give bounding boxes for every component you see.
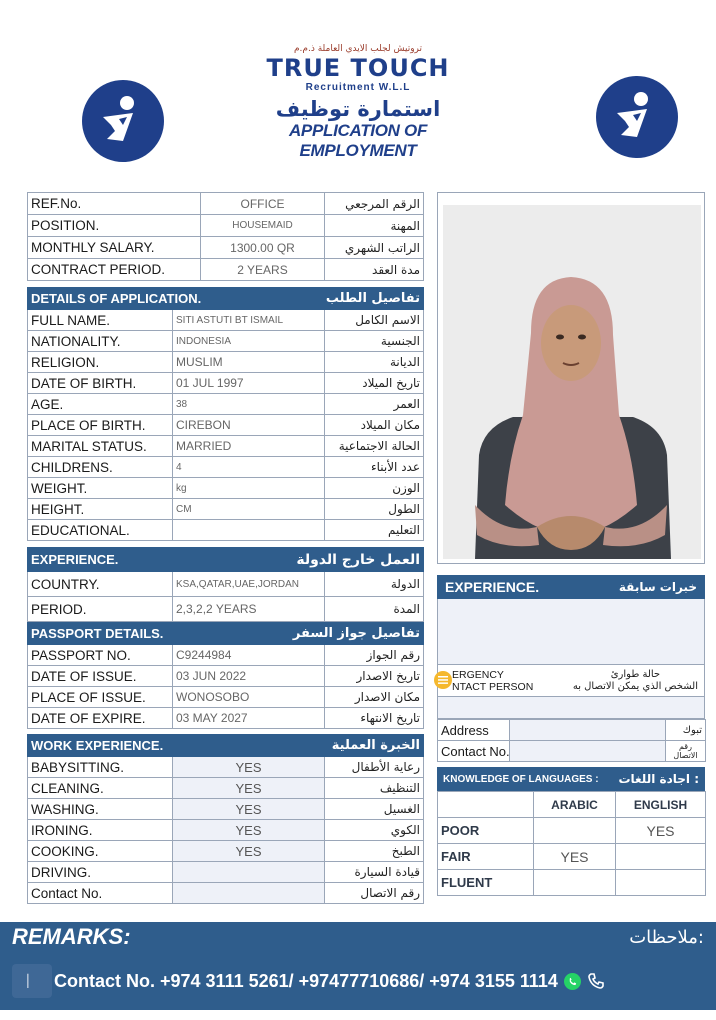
contact-ar: رقم الاتصال (666, 741, 706, 762)
field-value: 38 (173, 394, 325, 415)
remarks-band (0, 922, 716, 952)
field-label: PLACE OF BIRTH. (28, 415, 173, 436)
brand-name: TRUE TOUCH (266, 54, 450, 82)
details-heading-ar: تفاصيل الطلب (325, 288, 424, 310)
emergency-value-box (437, 697, 705, 719)
right-experience-heading-ar: خبرات سابقة (618, 580, 697, 594)
field-value: INDONESIA (173, 331, 325, 352)
field-label: POSITION. (28, 215, 201, 237)
table-row (28, 820, 424, 841)
address-ar: تبوك (666, 720, 706, 741)
field-value (173, 862, 325, 883)
table-row (28, 457, 424, 478)
field-value: 2,3,2,2 YEARS (173, 597, 325, 622)
lang-english-value: YES (616, 818, 706, 844)
table-row (28, 310, 424, 331)
field-label-ar: الجنسية (325, 331, 424, 352)
company-logo-right (596, 76, 678, 158)
table-row (28, 841, 424, 862)
whatsapp-icon (564, 973, 581, 990)
field-label-ar: الكوي (325, 820, 424, 841)
experience-heading-ar: العمل خارج الدولة (325, 548, 424, 572)
field-label: DATE OF ISSUE. (28, 666, 173, 687)
field-label: AGE. (28, 394, 173, 415)
field-label: FULL NAME. (28, 310, 173, 331)
field-value: 4 (173, 457, 325, 478)
work-experience-table (27, 734, 424, 904)
table-row (28, 436, 424, 457)
emergency-label-1: ERGENCY (452, 668, 504, 681)
field-value: 01 JUL 1997 (173, 373, 325, 394)
field-label-ar: الراتب الشهري (325, 237, 424, 259)
field-label-ar: الرقم المرجعي (325, 193, 424, 215)
experience-abroad-table (27, 547, 424, 622)
table-row (28, 237, 424, 259)
field-label: NATIONALITY. (28, 331, 173, 352)
field-label-ar: المدة (325, 597, 424, 622)
table-row (438, 844, 706, 870)
lang-level: FLUENT (438, 870, 534, 896)
field-label: WEIGHT. (28, 478, 173, 499)
field-label-ar: مكان الاصدار (325, 687, 424, 708)
remarks-label: REMARKS: (12, 924, 131, 949)
field-label-ar: قيادة السيارة (325, 862, 424, 883)
field-value: YES (173, 778, 325, 799)
field-label-ar: الطبخ (325, 841, 424, 862)
table-row (28, 687, 424, 708)
title-arabic: استمارة توظيف (275, 97, 441, 121)
field-label: CHILDRENS. (28, 457, 173, 478)
field-value: MARRIED (173, 436, 325, 457)
applicant-photo (443, 205, 699, 557)
details-heading: DETAILS OF APPLICATION. (28, 288, 325, 310)
table-row (28, 259, 424, 281)
company-logo-left (82, 80, 164, 162)
brand-arabic: تروتيش لجلب الايدي العاملة ذ.م.م (293, 44, 423, 54)
table-row (28, 499, 424, 520)
field-label: DATE OF BIRTH. (28, 373, 173, 394)
table-row (28, 520, 424, 541)
menu-icon[interactable] (434, 671, 452, 689)
table-row (28, 572, 424, 597)
experience-heading: EXPERIENCE. (28, 548, 325, 572)
details-table (27, 287, 424, 541)
lang-arabic-value: YES (534, 844, 616, 870)
emergency-contact-row (437, 665, 705, 697)
title-english: APPLICATION OF EMPLOYMENT (288, 121, 428, 160)
table-row (28, 215, 424, 237)
languages-corner (438, 792, 534, 818)
field-label: DATE OF EXPIRE. (28, 708, 173, 729)
table-row (28, 645, 424, 666)
field-label: COUNTRY. (28, 572, 173, 597)
table-row (28, 757, 424, 778)
table-row (28, 193, 424, 215)
field-label: PASSPORT NO. (28, 645, 173, 666)
field-label: WASHING. (28, 799, 173, 820)
field-label: DRIVING. (28, 862, 173, 883)
table-row (438, 870, 706, 896)
address-value (510, 720, 666, 741)
field-label: EDUCATIONAL. (28, 520, 173, 541)
table-row (438, 818, 706, 844)
field-value: CM (173, 499, 325, 520)
field-label-ar: المهنة (325, 215, 424, 237)
table-row (28, 778, 424, 799)
field-label-ar: مكان الميلاد (325, 415, 424, 436)
right-panel (437, 575, 705, 896)
contact-value (510, 741, 666, 762)
field-label-ar: الدولة (325, 572, 424, 597)
field-value: 2 YEARS (201, 259, 325, 281)
lang-col-english: ENGLISH (616, 792, 706, 818)
table-row (28, 597, 424, 622)
field-label-ar: رقم الاتصال (325, 883, 424, 904)
field-value: YES (173, 820, 325, 841)
field-label-ar: تاريخ الانتهاء (325, 708, 424, 729)
field-value: WONOSOBO (173, 687, 325, 708)
work-heading: WORK EXPERIENCE. (28, 735, 325, 757)
field-value: YES (173, 757, 325, 778)
field-label-ar: الوزن (325, 478, 424, 499)
field-value: KSA,QATAR,UAE,JORDAN (173, 572, 325, 597)
field-value: YES (173, 799, 325, 820)
passport-table (27, 622, 424, 729)
field-label-ar: الاسم الكامل (325, 310, 424, 331)
right-experience-heading: EXPERIENCE. (445, 579, 540, 595)
field-label-ar: التعليم (325, 520, 424, 541)
table-row (28, 352, 424, 373)
field-value: 1300.00 QR (201, 237, 325, 259)
passport-heading-ar: تفاصيل جواز السفر (325, 623, 424, 645)
address-label: Address (438, 720, 510, 741)
field-label: MONTHLY SALARY. (28, 237, 201, 259)
lang-level: FAIR (438, 844, 534, 870)
table-row (28, 373, 424, 394)
table-row (28, 478, 424, 499)
field-value (173, 520, 325, 541)
field-label-ar: تاريخ الميلاد (325, 373, 424, 394)
field-value: HOUSEMAID (201, 215, 325, 237)
languages-header (437, 767, 705, 791)
languages-heading-ar: اجادة اللغات : (618, 772, 699, 786)
field-value: 03 MAY 2027 (173, 708, 325, 729)
field-label: RELIGION. (28, 352, 173, 373)
table-row (28, 862, 424, 883)
table-row (28, 331, 424, 352)
remarks-label-ar: ملاحظات: (629, 926, 704, 948)
brand-sub: Recruitment W.L.L (305, 82, 411, 93)
right-experience-box (437, 599, 705, 665)
field-label: Contact No. (28, 883, 173, 904)
field-label: BABYSITTING. (28, 757, 173, 778)
footer-contact-numbers: Contact No. +974 3111 5261/ +97477710686/ +974 3155 1114 (54, 970, 558, 991)
work-heading-ar: الخبرة العملية (325, 735, 424, 757)
field-label-ar: العمر (325, 394, 424, 415)
bookmark-icon[interactable]: ▏ (12, 964, 52, 998)
applicant-photo-frame (437, 192, 705, 564)
field-label: HEIGHT. (28, 499, 173, 520)
table-row (28, 394, 424, 415)
field-label-ar: عدد الأبناء (325, 457, 424, 478)
field-value: MUSLIM (173, 352, 325, 373)
table-row (28, 883, 424, 904)
field-label-ar: رعاية الأطفال (325, 757, 424, 778)
field-label-ar: الطول (325, 499, 424, 520)
field-label-ar: مدة العقد (325, 259, 424, 281)
field-label: MARITAL STATUS. (28, 436, 173, 457)
lang-col-arabic: ARABIC (534, 792, 616, 818)
field-label: PERIOD. (28, 597, 173, 622)
left-form (27, 192, 423, 904)
field-value: YES (173, 841, 325, 862)
field-label: CONTRACT PERIOD. (28, 259, 201, 281)
field-label-ar: رقم الجواز (325, 645, 424, 666)
field-value: 03 JUN 2022 (173, 666, 325, 687)
lang-arabic-value (534, 818, 616, 844)
lang-english-value (616, 844, 706, 870)
field-label-ar: التنظيف (325, 778, 424, 799)
field-label: CLEANING. (28, 778, 173, 799)
top-info-table (27, 192, 424, 281)
field-label-ar: الغسيل (325, 799, 424, 820)
table-row (28, 666, 424, 687)
field-value: C9244984 (173, 645, 325, 666)
emergency-ar-1: حالة طوارئ (610, 668, 661, 680)
emergency-ar-2: الشخص الذي يمكن الاتصال به (572, 680, 698, 692)
table-row (28, 415, 424, 436)
contact-label: Contact No. (438, 741, 510, 762)
field-value: SITI ASTUTI BT ISMAIL (173, 310, 325, 331)
field-value: kg (173, 478, 325, 499)
languages-table (437, 791, 706, 896)
field-label: PLACE OF ISSUE. (28, 687, 173, 708)
field-label-ar: تاريخ الاصدار (325, 666, 424, 687)
field-value: OFFICE (201, 193, 325, 215)
field-label: COOKING. (28, 841, 173, 862)
lang-english-value (616, 870, 706, 896)
address-table (437, 719, 706, 762)
company-brand (230, 44, 486, 161)
field-label: IRONING. (28, 820, 173, 841)
field-value (173, 883, 325, 904)
field-label-ar: الديانة (325, 352, 424, 373)
contact-band (0, 952, 716, 1010)
table-row (28, 708, 424, 729)
phone-icon (587, 972, 605, 990)
passport-heading: PASSPORT DETAILS. (28, 623, 325, 645)
field-value: CIREBON (173, 415, 325, 436)
field-label-ar: الحالة الاجتماعية (325, 436, 424, 457)
lang-level: POOR (438, 818, 534, 844)
lang-arabic-value (534, 870, 616, 896)
emergency-label-2: NTACT PERSON (452, 680, 534, 693)
right-experience-header (437, 575, 705, 599)
field-label: REF.No. (28, 193, 201, 215)
table-row (28, 799, 424, 820)
languages-heading: KNOWLEDGE OF LANGUAGES : (443, 773, 599, 785)
